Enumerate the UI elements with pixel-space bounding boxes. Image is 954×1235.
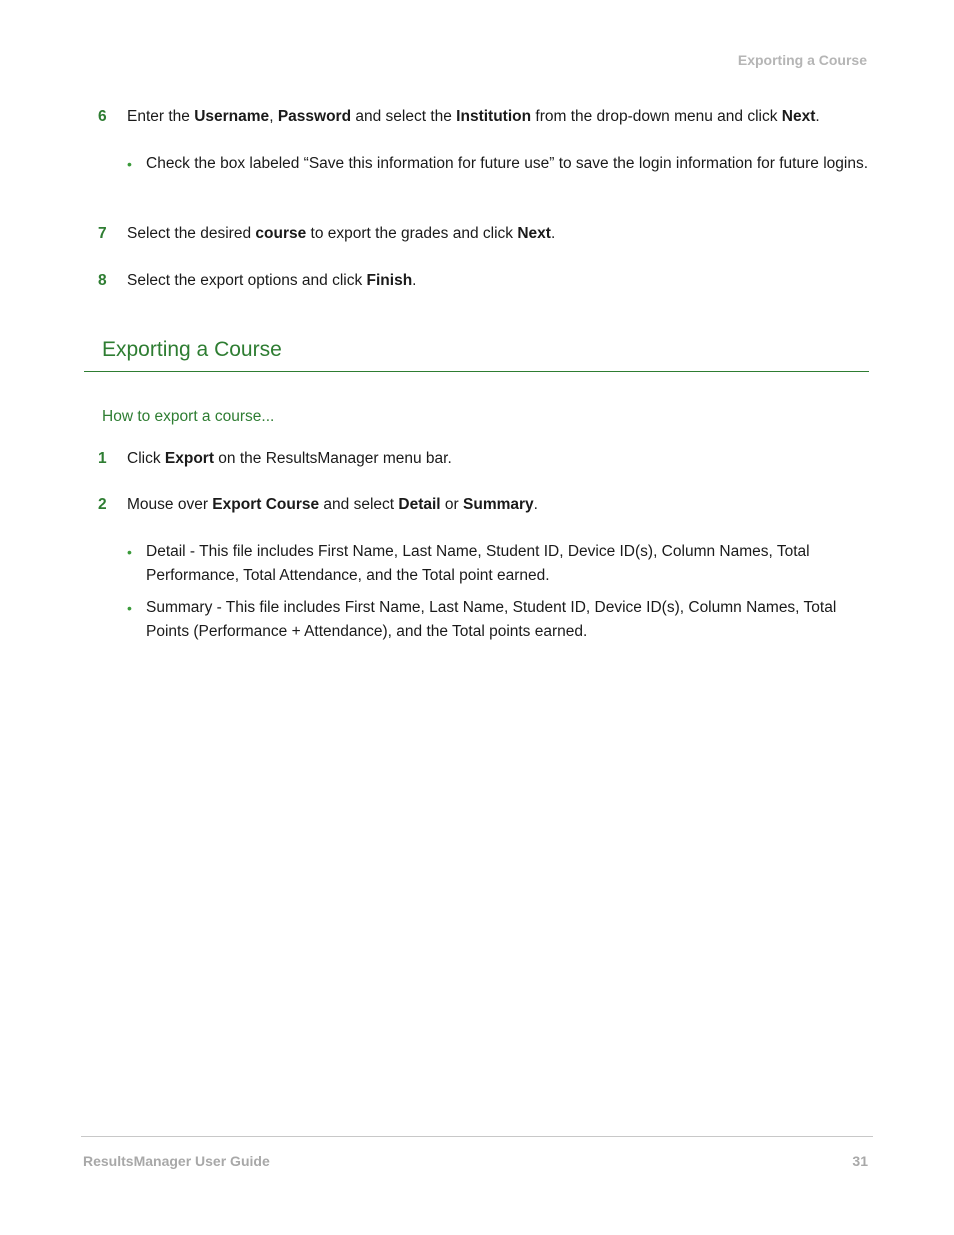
step-number: 7	[98, 225, 107, 242]
summary-bullet	[127, 596, 869, 644]
step-number: 8	[98, 272, 107, 289]
step-number: 6	[98, 108, 107, 125]
step-text: Select the export options and click Finish.	[127, 272, 417, 289]
step-text: Mouse over Export Course and select Detail or Summary.	[127, 496, 538, 513]
step-number: 1	[98, 450, 107, 467]
footer-guide-title: ResultsManager User Guide	[83, 1153, 270, 1169]
footer-divider	[81, 1136, 873, 1137]
bullet-text: Check the box labeled “Save this information for future use” to save the login information for future logins.	[146, 155, 868, 172]
bullet-icon: •	[127, 156, 132, 172]
running-header: Exporting a Course	[737, 52, 867, 68]
page-number: 31	[852, 1153, 868, 1169]
step-text: Enter the Username, Password and select the Institution from the drop-down menu and click Next.	[127, 108, 820, 125]
section-subheading: How to export a course...	[102, 408, 275, 425]
step-7	[98, 222, 868, 246]
section-divider	[84, 371, 869, 372]
section-title: Exporting a Course	[102, 338, 282, 361]
step-6-bullet	[127, 152, 869, 176]
bullet-text: Summary - This file includes First Name, Last Name, Student ID, Device ID(s), Column Names, Total Points (Performance + Attendance), and the Total points earned.	[146, 599, 837, 640]
step-text: Select the desired course to export the grades and click Next.	[127, 225, 556, 242]
detail-bullet	[127, 540, 869, 588]
step-2	[98, 493, 868, 517]
bullet-icon: •	[127, 600, 132, 616]
step-8	[98, 269, 868, 293]
step-number: 2	[98, 496, 107, 513]
step-1	[98, 447, 868, 471]
bullet-icon: •	[127, 544, 132, 560]
step-text: Click Export on the ResultsManager menu bar.	[127, 450, 452, 467]
step-6	[98, 105, 868, 129]
bullet-text: Detail - This file includes First Name, Last Name, Student ID, Device ID(s), Column Names, Total Performance, Total Attendance, and the Total point earned.	[146, 543, 810, 584]
